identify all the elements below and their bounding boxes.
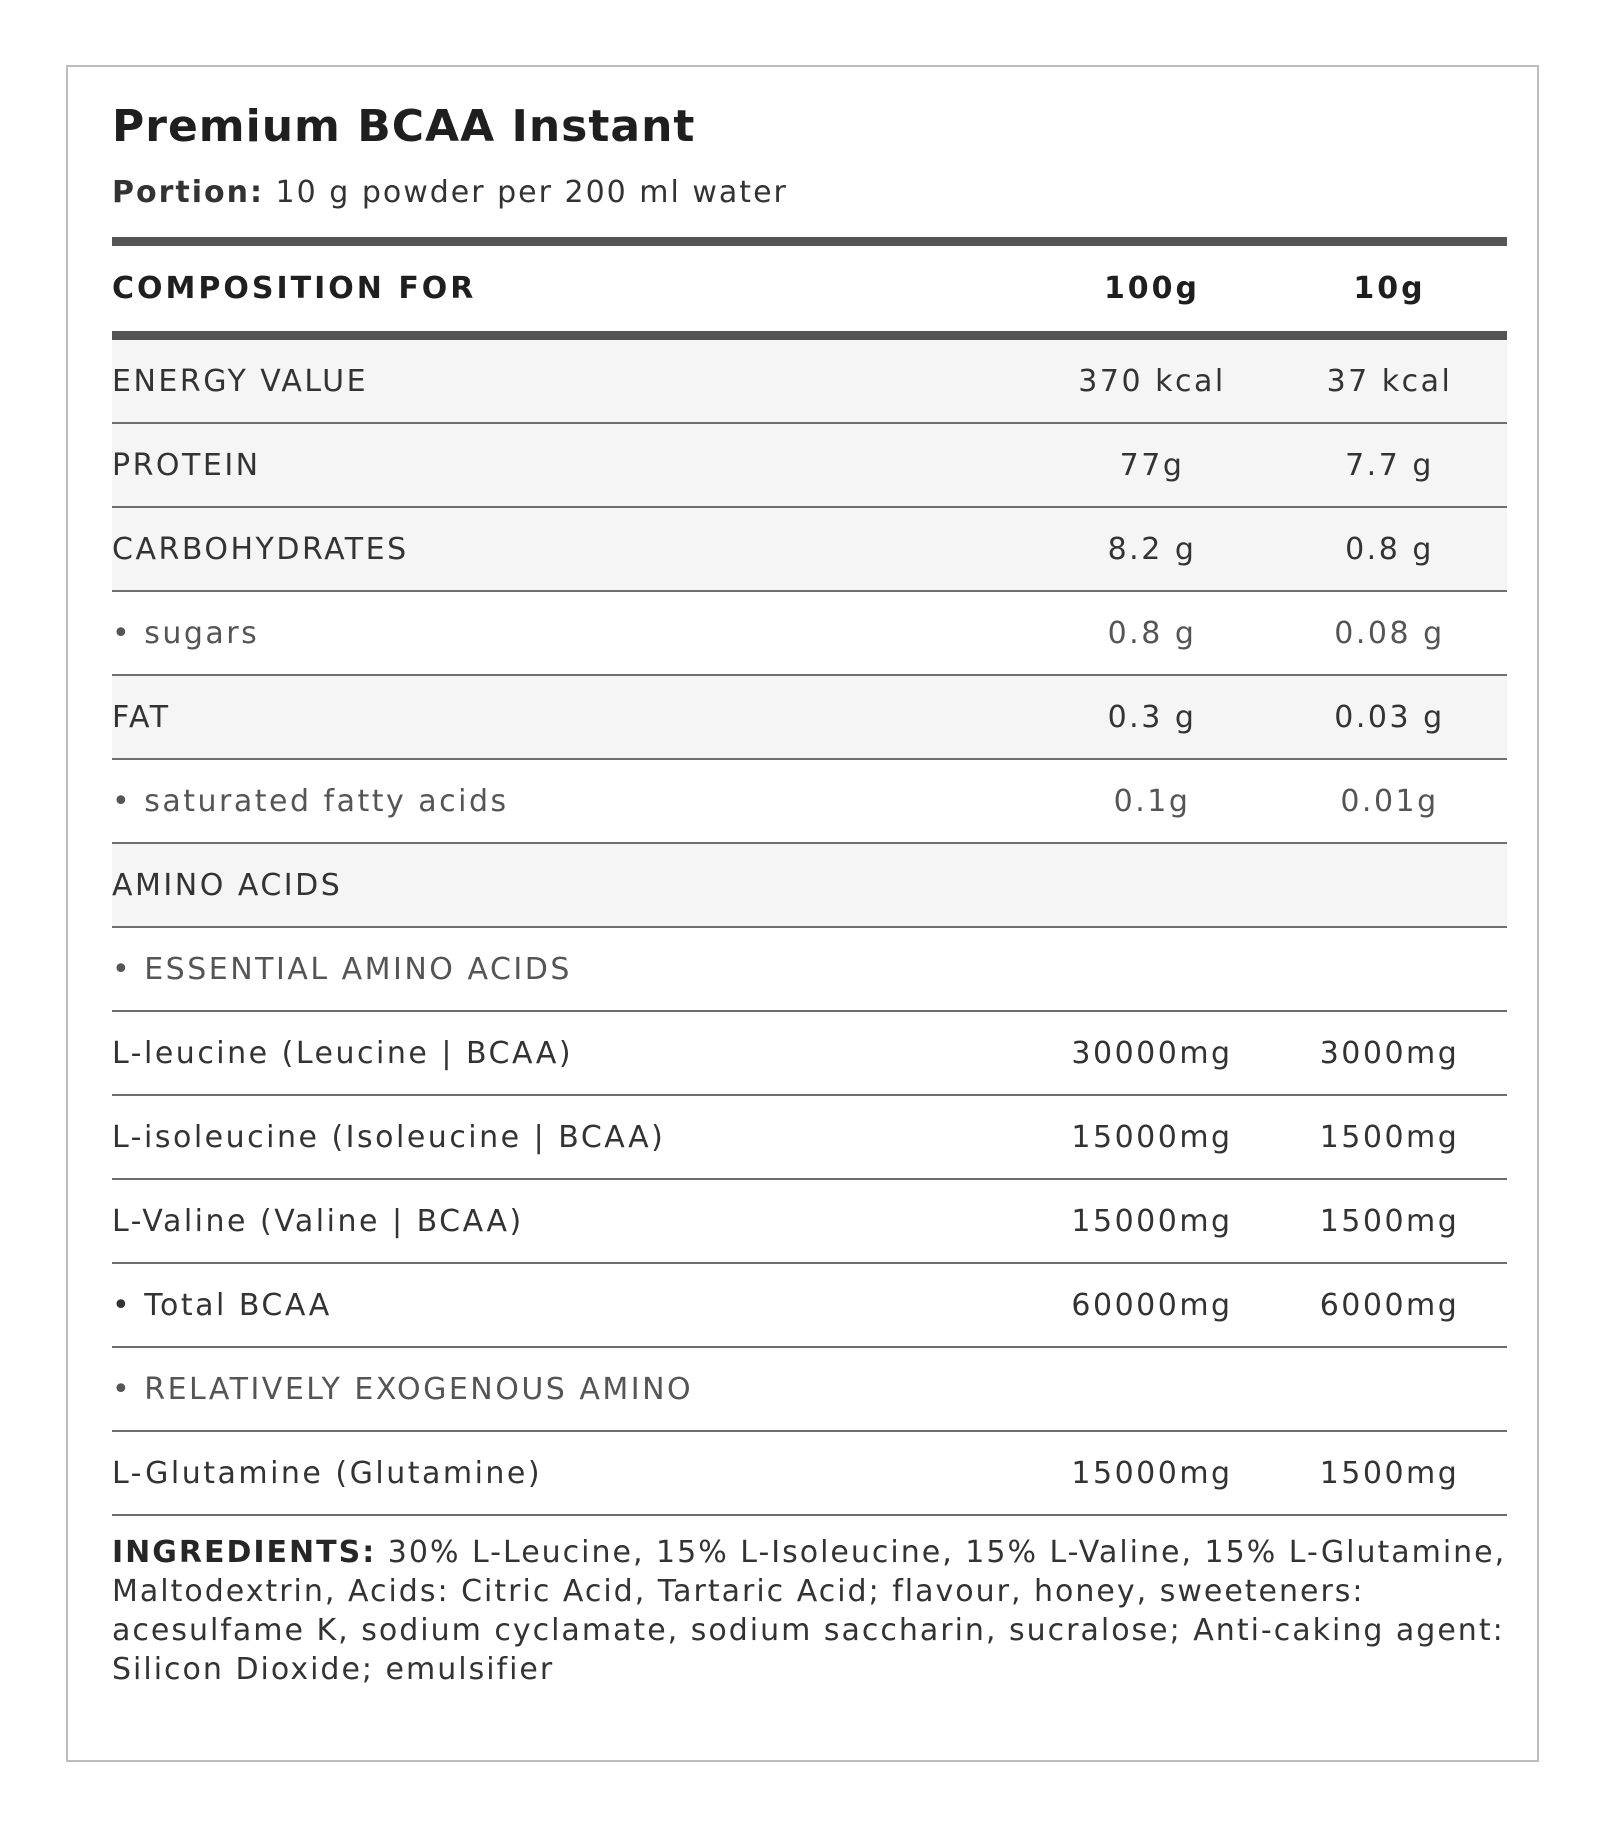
header-composition-for: COMPOSITION FOR [112,271,477,306]
row-value-100g: 15000mg [1071,1119,1233,1155]
row-name: L-Glutamine (Glutamine) [112,1455,543,1491]
row-value-10g: 37 kcal [1326,363,1453,399]
ingredients-text: 30% L-Leucine, 15% L-Isoleucine, 15% L-Valine, 15% L-Glutamine, Maltodextrin, Acids: Citric Acid, Tartaric Acid; flavour, honey, sweeteners: acesulfame K, sodium cyclamate, sodium saccharin, sucralose; Anti-caking agent: Silicon Dioxide; emulsifier [112,1535,1507,1687]
row-value-100g: 8.2 g [1107,531,1197,567]
table-row-leucine [112,1012,1507,1096]
table-header-row [112,246,1507,331]
row-value-100g: 370 kcal [1078,363,1226,399]
portion-line [112,175,788,210]
header-col-100g: 100g [1103,271,1201,306]
row-name: • saturated fatty acids [112,783,509,819]
table-row-saturated-fatty-acids [112,760,1507,844]
row-name: • RELATIVELY EXOGENOUS AMINO [112,1371,694,1407]
table-row-essential-amino-acids [112,928,1507,1012]
row-name: • Total BCAA [112,1287,332,1323]
table-row-protein [112,424,1507,508]
row-name: L-Valine (Valine | BCAA) [112,1203,524,1239]
row-value-10g: 7.7 g [1345,447,1434,483]
table-row-carbohydrates [112,508,1507,592]
row-name: • sugars [112,615,260,651]
row-value-10g: 0.08 g [1334,615,1445,651]
table-row-glutamine [112,1432,1507,1516]
row-value-10g: 6000mg [1319,1287,1460,1323]
table-top-rule [112,237,1507,246]
row-name: ENERGY VALUE [112,363,369,399]
row-value-10g: 0.03 g [1334,699,1445,735]
ingredients-paragraph [112,1533,1512,1689]
row-name: L-leucine (Leucine | BCAA) [112,1035,574,1071]
table-row-sugars [112,592,1507,676]
table-row-energy [112,340,1507,424]
row-value-100g: 15000mg [1071,1455,1233,1491]
row-value-100g: 77g [1119,447,1185,483]
row-name: FAT [112,699,171,735]
table-row-relatively-exogenous-amino [112,1348,1507,1432]
row-value-100g: 60000mg [1071,1287,1233,1323]
row-name: PROTEIN [112,447,261,483]
portion-value: 10 g powder per 200 ml water [275,175,788,210]
row-value-100g: 0.8 g [1107,615,1197,651]
row-value-100g: 0.1g [1113,783,1191,819]
row-name: • ESSENTIAL AMINO ACIDS [112,951,572,987]
composition-table [112,237,1507,1516]
table-row-total-bcaa [112,1264,1507,1348]
nutrition-panel [66,65,1539,1762]
row-name: AMINO ACIDS [112,867,343,903]
header-col-10g: 10g [1353,271,1426,306]
table-row-fat [112,676,1507,760]
table-row-valine [112,1180,1507,1264]
row-value-10g: 1500mg [1319,1203,1460,1239]
row-value-10g: 1500mg [1319,1455,1460,1491]
product-title: Premium BCAA Instant [112,101,696,152]
ingredients-label: INGREDIENTS: [112,1535,377,1570]
table-row-isoleucine [112,1096,1507,1180]
row-name: CARBOHYDRATES [112,531,409,567]
header-bottom-rule [112,331,1507,340]
row-value-10g: 3000mg [1319,1035,1460,1071]
row-value-10g: 0.01g [1340,783,1439,819]
row-value-100g: 0.3 g [1107,699,1197,735]
row-value-100g: 15000mg [1071,1203,1233,1239]
row-name: L-isoleucine (Isoleucine | BCAA) [112,1119,666,1155]
row-value-10g: 0.8 g [1345,531,1434,567]
table-row-amino-acids [112,844,1507,928]
row-value-10g: 1500mg [1319,1119,1460,1155]
portion-label: Portion: [112,175,264,210]
row-value-100g: 30000mg [1071,1035,1233,1071]
